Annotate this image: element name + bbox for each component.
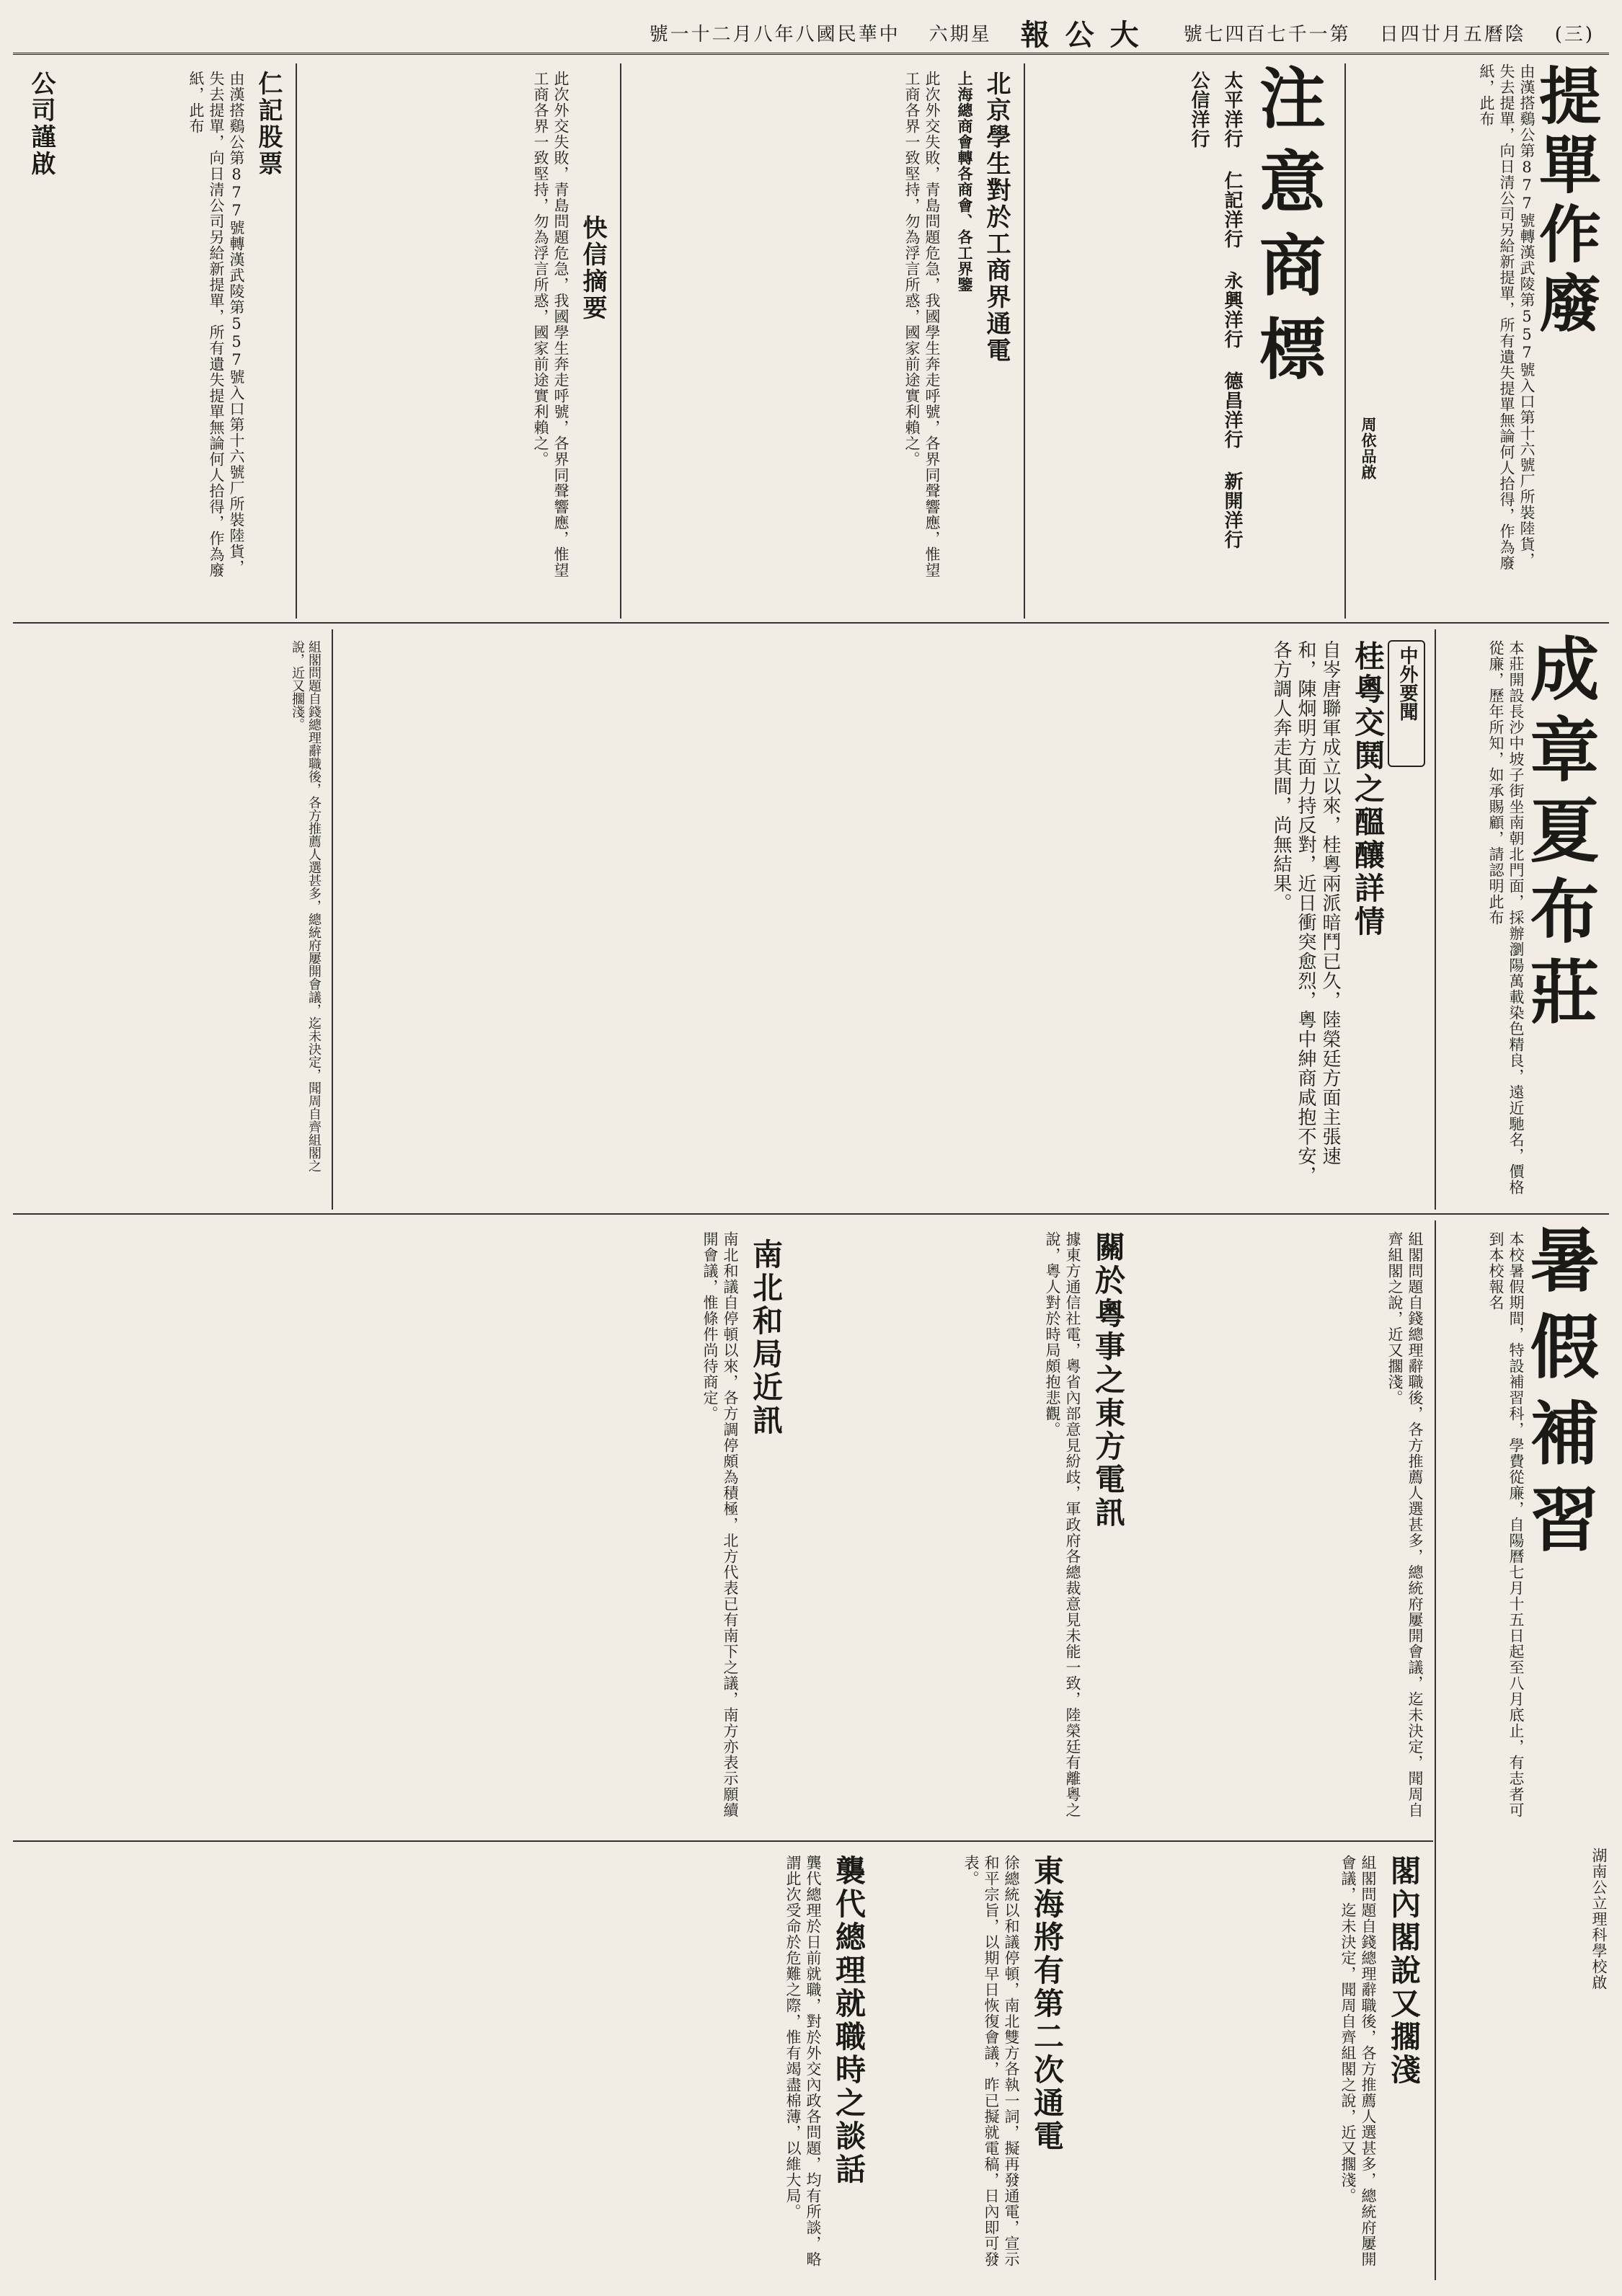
- issue-number: 號七四百七千一第: [1183, 24, 1351, 45]
- page-marker: (三): [1554, 24, 1595, 45]
- divider: [13, 622, 1609, 624]
- beijing-article-body: 此次外交失敗，青島問題危急，我國學生奔走呼號，各界同聲響應，惟望工商各界一致堅持，勿為浮言所惑，國家前途實利賴之。: [903, 71, 941, 578]
- republic-date: 號一十二月八年八國民華中: [649, 24, 900, 45]
- renji-label: 仁記股票: [254, 71, 283, 177]
- zhuyi-item: 仁記洋行: [1221, 171, 1243, 249]
- divider: [620, 63, 621, 619]
- shujia-body: 本校暑假期間，特設補習科，學費從廉，自陽曆七月十五日起至八月底止，有志者可到本校報名: [1487, 1231, 1525, 1818]
- divider: [296, 63, 297, 619]
- divider: [13, 1213, 1609, 1215]
- chenghai-body: 本莊開設長沙中坡子街坐南朝北門面，採辦瀏陽萬載染色精良，遠近馳名，價格從廉，歷年所知，如承賜顧，請認明此布: [1487, 640, 1525, 1195]
- zhuyi-item: 公信洋行: [1188, 71, 1210, 149]
- lunar-date: 日四廿月五曆陰: [1379, 24, 1526, 45]
- nanbei-body: 南北和議自停頓以來，各方調停頗為積極，北方代表已有南下之議，南方亦表示願續開會議，惟條件尚待商定。: [701, 1231, 739, 1818]
- zhuyi-item: 新開洋行: [1221, 471, 1243, 549]
- divider: [13, 1840, 1433, 1842]
- nanbei-title: 南北和局近訊: [748, 1238, 784, 1437]
- guiyue-title: 桂粵交鬨之醞釀詳情: [1350, 640, 1386, 939]
- zhuyi-item: 永興洋行: [1221, 271, 1243, 349]
- guandong-title: 關於粵事之東方電訊: [1091, 1231, 1126, 1530]
- divider: [1435, 1220, 1436, 2280]
- donghai-body: 徐總統以和議停頓，南北雙方各執一詞，擬再發通電，宣示和平宗旨，以期早日恢復會議，昨已擬就電稿，日內即可發表。: [962, 1855, 1020, 2267]
- divider: [1024, 63, 1025, 619]
- newspaper-page: [13, 13, 1609, 2284]
- weekday: 六期星: [929, 24, 992, 45]
- guandong-body: 據東方通信社電，粵省內部意見紛歧，軍政府各總裁意見未能一致，陸榮廷有離粵之說，粵人對於時局頗抱悲觀。: [1044, 1231, 1081, 1818]
- xiongdai-body: 龔代總理於日前就職，對於外交內政各問題，均有所談，略謂此次受命於危難之際，惟有竭盡棉薄，以維大局。: [784, 1855, 822, 2267]
- zhuyi-title: 注意商標: [1249, 63, 1326, 398]
- masthead: [13, 13, 1609, 55]
- brief-title: 快信摘要: [578, 215, 607, 322]
- renji-body: 由漢搭鷄公第877號轉漢武陵第557號入口第十六號厂所裝陸貨，失去提單，向日清公司另給新提單，所有遺失提單無論何人拾得，作為廢紙，此布: [187, 71, 245, 578]
- shujia-title: 暑假補習: [1519, 1224, 1600, 1570]
- section-tag: 中外要聞: [1388, 640, 1425, 767]
- beijing-article-title: 北京學生對於工商界通電: [982, 71, 1011, 364]
- zhounei-body: 組閣問題自錢總理辭職後，各方推薦人選甚多，總統府屢開會議，迄未決定，聞周自齊組閣之說，近又擱淺。: [1386, 1231, 1424, 1818]
- zhuyi-list: [1032, 71, 1249, 575]
- divider: [1344, 63, 1346, 619]
- zhounei-body-2: 組閣問題自錢總理辭職後，各方推薦人選甚多，總統府屢開會議，迄未決定，聞周自齊組閣之說，近又擱淺。: [1339, 1855, 1377, 2267]
- paper-name: 報公大: [1020, 18, 1155, 52]
- donghai-title: 東海將有第二次通電: [1029, 1855, 1065, 2153]
- shujia-closing: 湖南公立理科學校啟: [1590, 1848, 1608, 1990]
- tiji-ad-title: 提單作廢: [1528, 63, 1601, 340]
- left-briefs: 組閣問題自錢總理辭職後，各方推薦人選甚多，總統府屢開會議，迄未決定，聞周自齊組閣之說，近又擱淺。: [290, 640, 322, 1172]
- tiji-ad-body: 由漢搭鷄公第877號轉漢武陵第557號入口第十六號厂所裝陸貨，失去提單，向日清公司另給新提單，所有遺失提單無論何人拾得，作為廢紙，此布: [1478, 63, 1535, 571]
- brief-body: 此次外交失敗，青島問題危急，我國學生奔走呼號，各界同聲響應，惟望工商各界一致堅持，勿為浮言所惑，國家前途實利賴之。: [532, 71, 570, 578]
- beijing-article-sub: 上海總商會轉各商會、各工界鑒: [956, 71, 974, 293]
- divider: [332, 629, 333, 1210]
- zhuyi-item: 德昌洋行: [1221, 371, 1243, 449]
- divider: [1435, 629, 1436, 1210]
- gongsi-label: 公司謹啟: [27, 71, 56, 177]
- chenghai-title: 成章夏布莊: [1519, 633, 1600, 1037]
- guiyue-body: 自岑唐聯軍成立以來，桂粵兩派暗鬥已久，陸榮廷方面主張速和，陳炯明方面力持反對，近日衝突愈烈，粵中紳商咸抱不安，各方調人奔走其間，尚無結果。: [1270, 640, 1341, 1185]
- zhuyi-item: 太平洋行: [1221, 71, 1243, 149]
- tiji-ad-closing: 周依品啟: [1360, 417, 1378, 480]
- xiongdai-title: 襲代總理就職時之談話: [831, 1855, 867, 2186]
- zhounei-title: 閣內閣說又擱淺: [1386, 1855, 1422, 2087]
